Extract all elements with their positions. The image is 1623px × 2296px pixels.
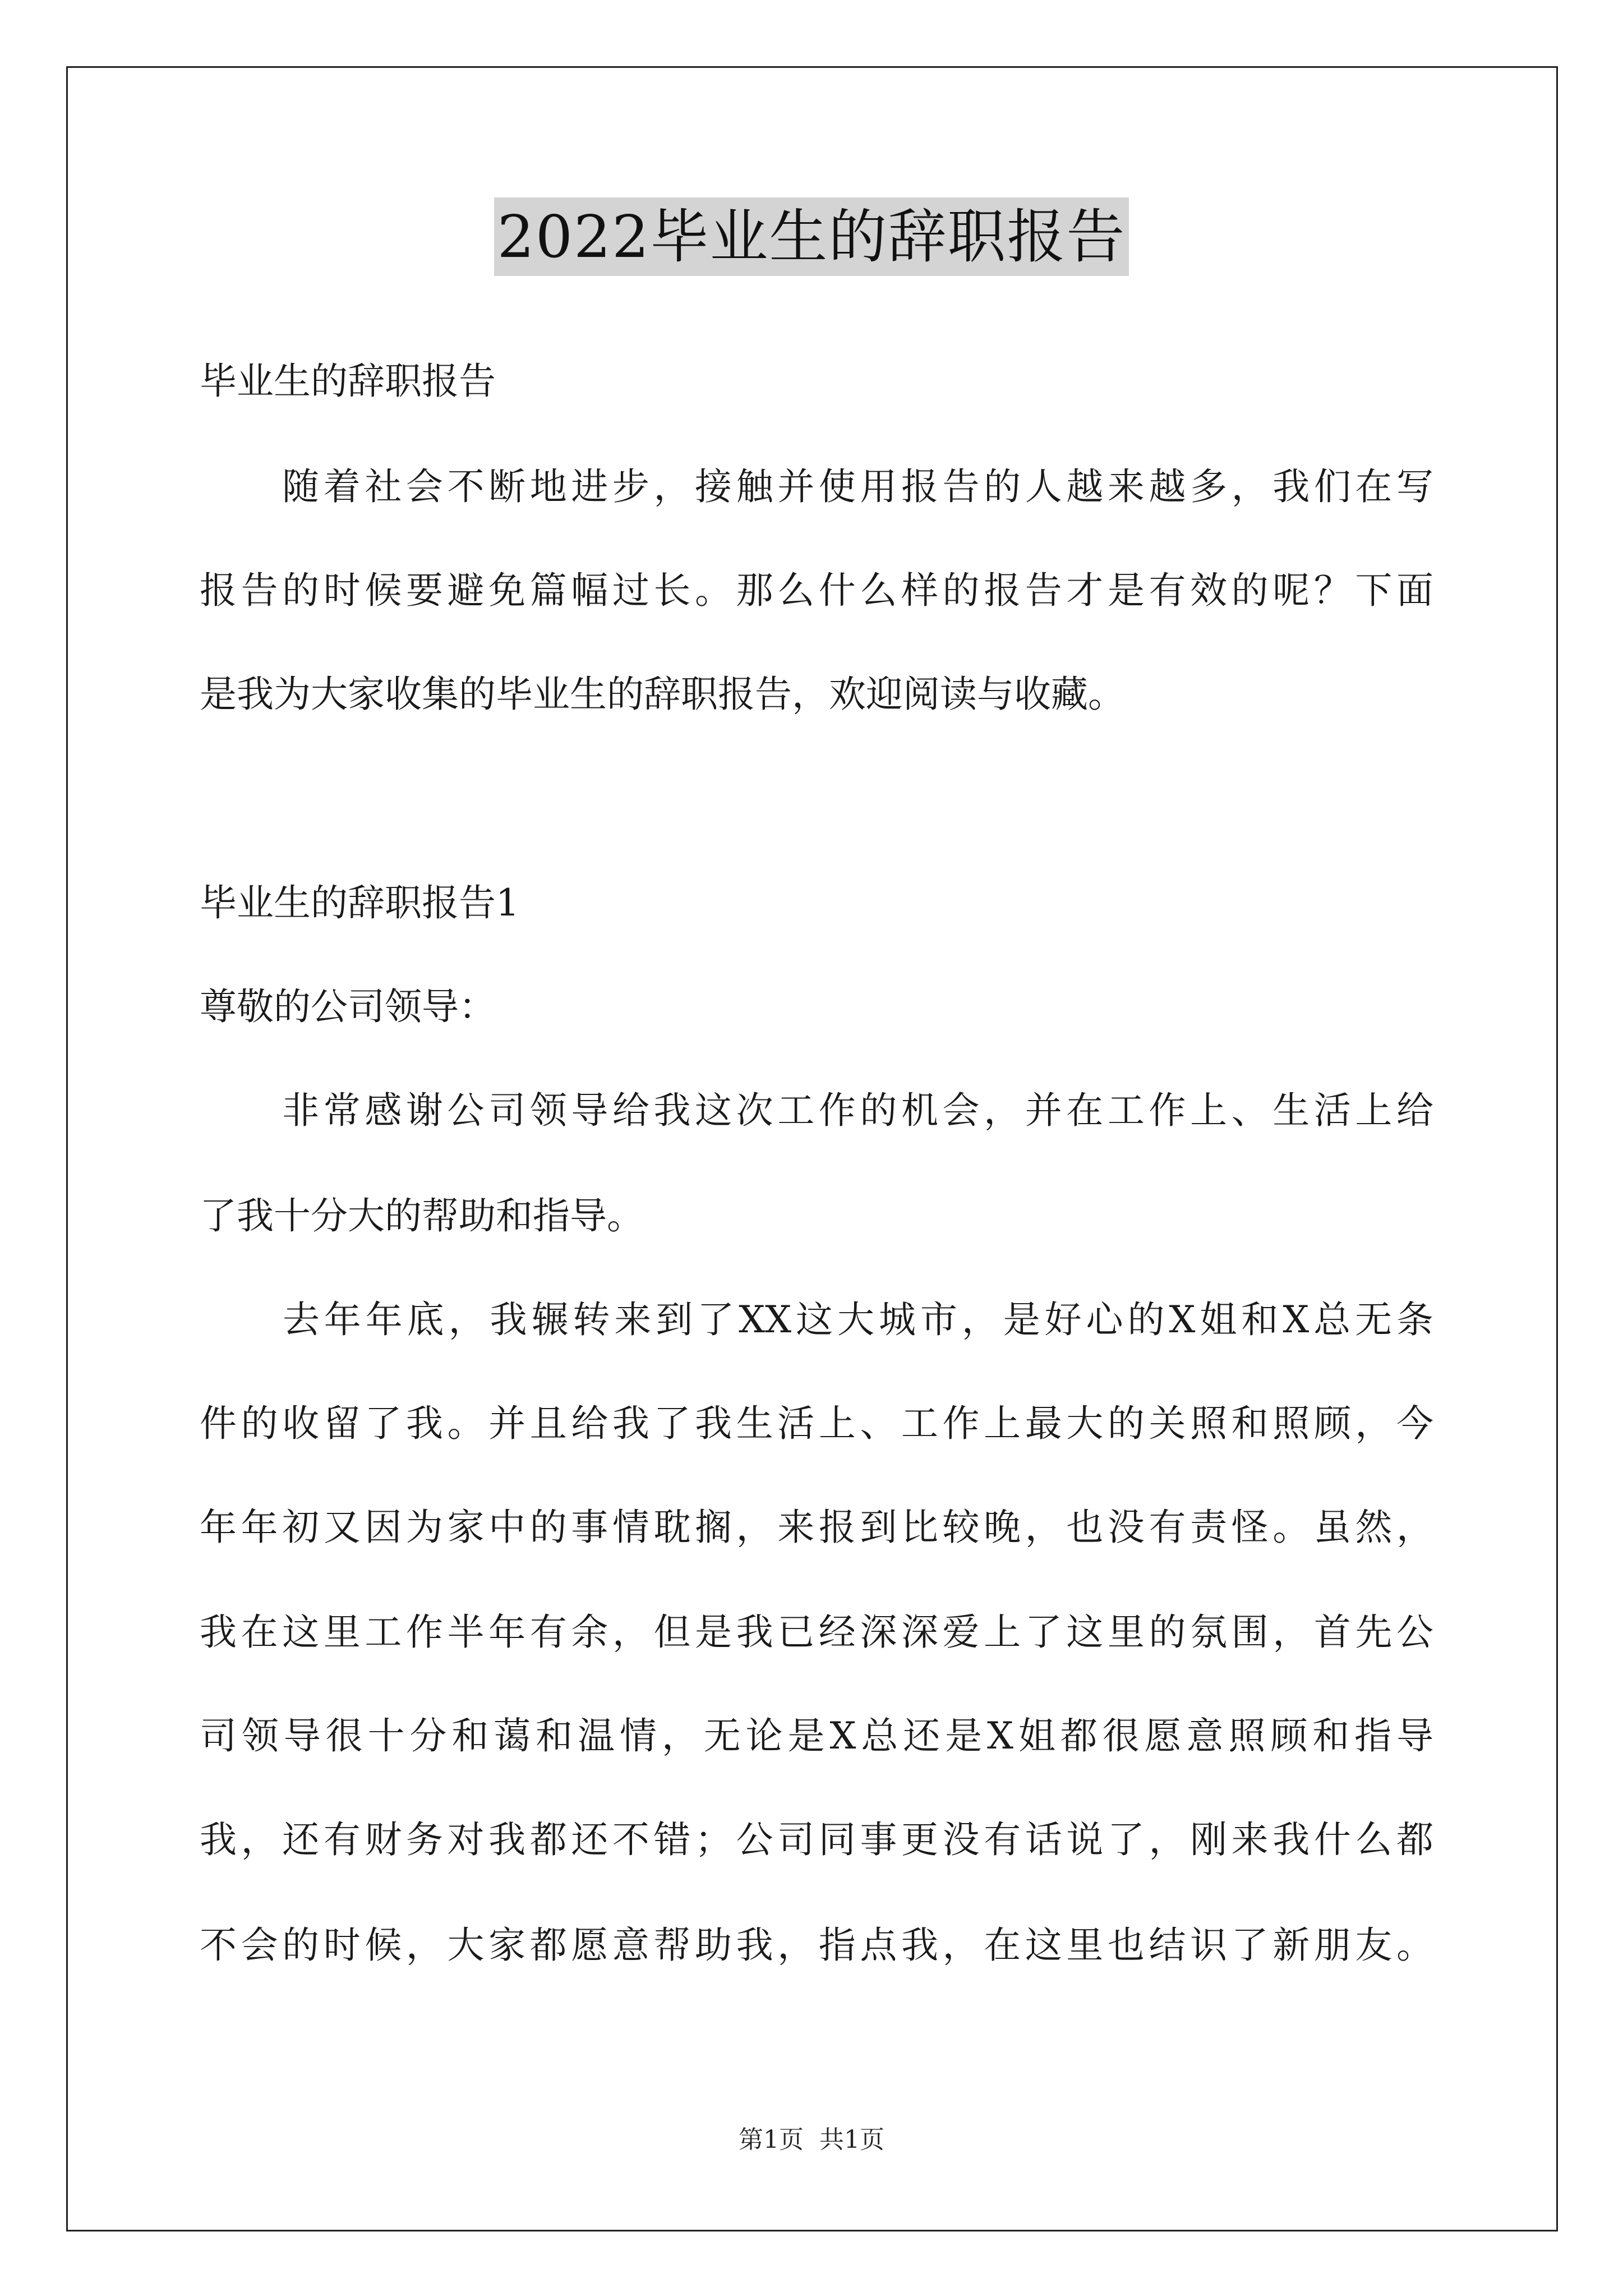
section-heading: 毕业生的辞职报告: [200, 360, 496, 403]
page-total: 共1页: [819, 2125, 884, 2154]
title-container: [0, 197, 1623, 276]
text-line: 非常感谢公司领导给我这次工作的机会，并在工作上、生活上给: [200, 1089, 1433, 1132]
section-heading: 毕业生的辞职报告1: [200, 881, 519, 924]
text-line: 是我为大家收集的毕业生的辞职报告，欢迎阅读与收藏。: [200, 673, 1125, 716]
text-line: 报告的时候要避免篇幅过长。那么什么样的报告才是有效的呢？下面: [200, 569, 1433, 612]
page-number: 第1页: [739, 2125, 804, 2154]
text-line: 我，还有财务对我都还不错；公司同事更没有话说了，刚来我什么都: [200, 1818, 1433, 1861]
text-line: 了我十分大的帮助和指导。: [200, 1194, 644, 1237]
text-line: 我在这里工作半年有余，但是我已经深深爱上了这里的氛围，首先公: [200, 1611, 1433, 1654]
page-footer: [0, 2123, 1623, 2157]
document-title: 2022毕业生的辞职报告: [494, 197, 1129, 276]
text-line: 年年初又因为家中的事情耽搁，来报到比较晚，也没有责怪。虽然，: [200, 1506, 1433, 1549]
text-line: 件的收留了我。并且给我了我生活上、工作上最大的关照和照顾，今: [200, 1402, 1433, 1445]
salutation: 尊敬的公司领导：: [200, 985, 496, 1028]
text-line: 不会的时候，大家都愿意帮助我，指点我，在这里也结识了新朋友。: [200, 1924, 1433, 1967]
text-line: 司领导很十分和蔼和温情，无论是X总还是X姐都很愿意照顾和指导: [200, 1714, 1433, 1757]
text-line: 去年年底，我辗转来到了XX这大城市，是好心的X姐和X总无条: [200, 1298, 1433, 1341]
text-line: 随着社会不断地进步，接触并使用报告的人越来越多，我们在写: [200, 465, 1433, 508]
